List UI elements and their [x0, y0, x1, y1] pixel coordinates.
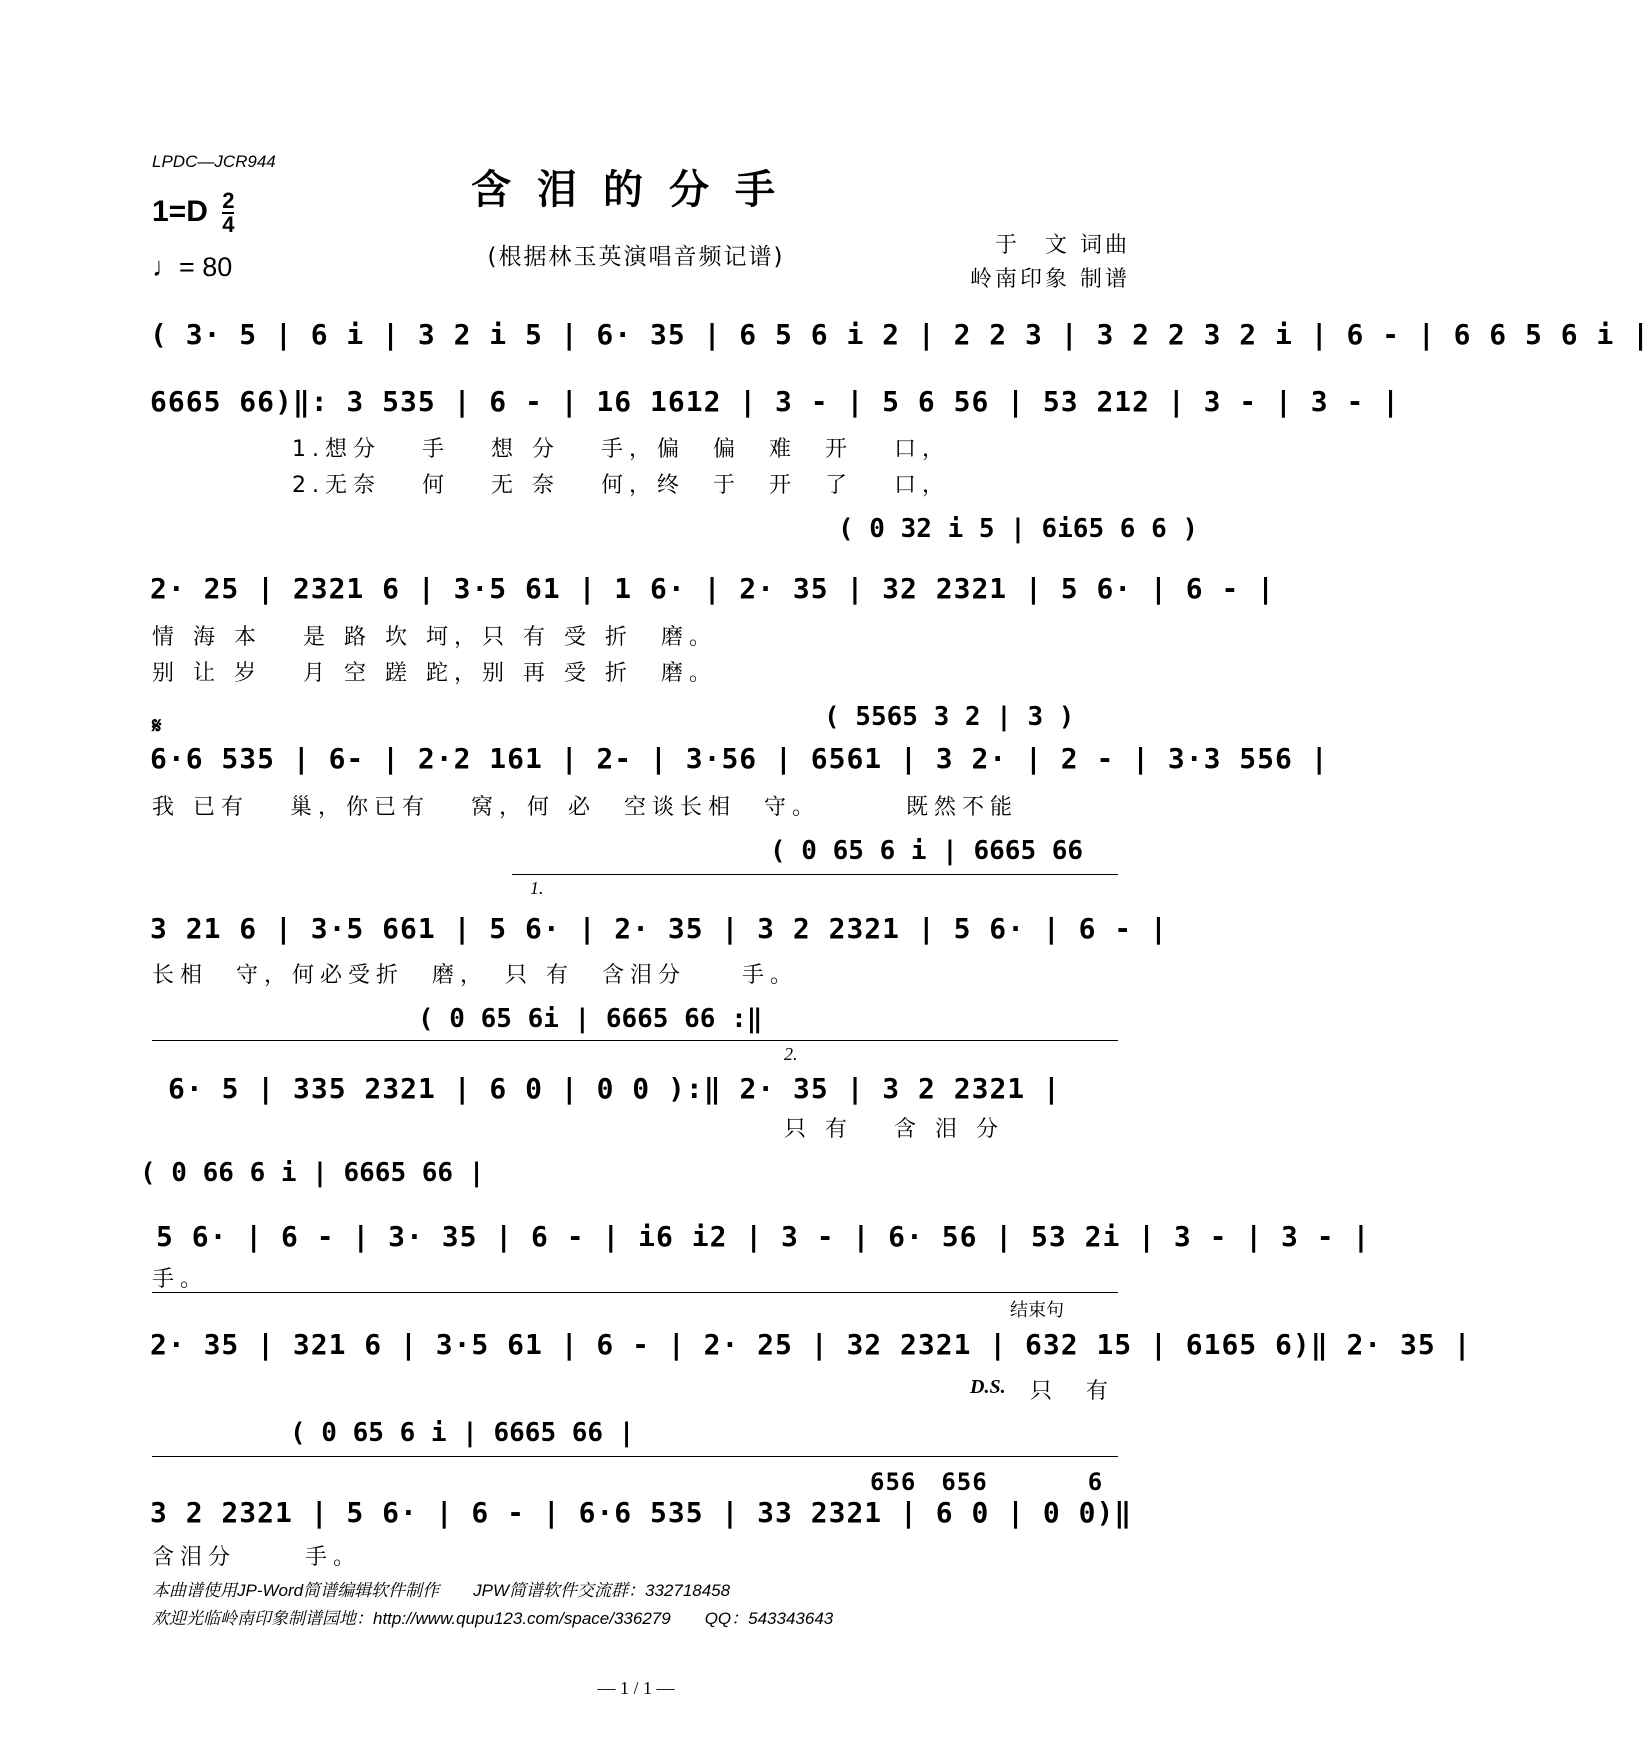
footer-software-note: 本曲谱使用JP-Word简谱编辑软件制作 JPW简谱软件交流群：332718458	[152, 1581, 731, 1600]
time-top: 2	[222, 188, 235, 213]
system-2-notes: 6665 66)‖: 3 535 | 6 - | 16 1612 | 3 - | 5 6 56 | 53 212 | 3 - | 3 - |	[150, 385, 1401, 418]
system-4-lyric: 我 已有 巢，你已有 窝，何 必 空谈长相 守。 既然不能	[152, 795, 1018, 820]
coda-label: 结束句	[1010, 1300, 1064, 1320]
system-2-lyric-verse-1: 1.想分 手 想 分 手，偏 偏 难 开 口，	[292, 437, 950, 462]
system-9-lyric: 含泪分 手。	[152, 1545, 361, 1570]
system-7-lyric: 手。	[152, 1267, 209, 1292]
system-3-lyric-verse-2: 别 让 岁 月 空 蹉 跎，别 再 受 折 磨。	[152, 661, 717, 686]
time-signature	[222, 190, 234, 236]
key-label: 1=D	[152, 194, 208, 228]
system-3-lyric-verse-1: 情 海 本 是 路 坎 坷，只 有 受 折 磨。	[152, 625, 717, 650]
segno-sign: 𝄋	[152, 714, 162, 739]
key-signature	[152, 190, 234, 236]
system-7-interlude: ( 0 66 6 i | 6665 66 |	[140, 1158, 485, 1188]
system-5-notes: 3 21 6 | 3·5 661 | 5 6· | 2· 35 | 3 2 2321 | 5 6· | 6 - |	[150, 912, 1168, 945]
score-code: LPDC—JCR944	[152, 152, 276, 171]
volta-1-bracket	[512, 874, 1118, 875]
credit-lyrics: 于 文 词曲	[995, 233, 1130, 258]
system-5-interlude: ( 0 65 6 i | 6665 66	[770, 836, 1084, 866]
time-bottom: 4	[222, 212, 235, 237]
system-9-upper-voice: 656 656 6	[870, 1468, 1104, 1496]
page-number: — 1 / 1 —	[597, 1678, 675, 1698]
system-6-lyric: 只 有 含 泪 分	[784, 1117, 1004, 1142]
system-8-rule	[152, 1292, 1118, 1293]
page-title: 含泪的分手	[471, 166, 801, 213]
volta-2-label: 2.	[784, 1044, 798, 1064]
system-1-notes: ( 3· 5 | 6 i | 3 2 i 5 | 6· 35 | 6 5 6 i 2 | 2 2 3 | 3 2 2 3 2 i | 6 - | 6 6 5 6 i |	[150, 318, 1650, 351]
subtitle: (根据林玉英演唱音频记谱)	[487, 244, 785, 270]
system-6-notes: 6· 5 | 335 2321 | 6 0 | 0 0 ):‖ 2· 35 | 3 2 2321 |	[168, 1072, 1061, 1105]
system-3-notes: 2· 25 | 2321 6 | 3·5 61 | 1 6· | 2· 35 | 32 2321 | 5 6· | 6 - |	[150, 572, 1276, 605]
system-9-interlude: ( 0 65 6 i | 6665 66 |	[290, 1418, 635, 1448]
footer-site-note: 欢迎光临岭南印象制谱园地：http://www.qupu123.com/space/336279 QQ：543343643	[152, 1609, 834, 1628]
tempo-marking: ♩= 80	[152, 252, 233, 282]
system-8-lyric: 只 有	[1030, 1379, 1115, 1404]
system-5-lyric: 长相 守，何必受折 磨， 只 有 含泪分 手。	[152, 963, 798, 988]
credit-score: 岭南印象 制谱	[970, 267, 1130, 292]
system-4-notes: 6·6 535 | 6- | 2·2 161 | 2- | 3·56 | 6561 | 3 2· | 2 - | 3·3 556 |	[150, 742, 1329, 775]
dal-segno-mark: D.S.	[970, 1376, 1006, 1398]
system-6-rule	[152, 1040, 1118, 1041]
system-9-rule	[152, 1456, 1118, 1457]
system-8-notes: 2· 35 | 321 6 | 3·5 61 | 6 - | 2· 25 | 32 2321 | 632 15 | 6165 6)‖ 2· 35 |	[150, 1328, 1472, 1361]
system-2-lyric-verse-2: 2.无奈 何 无 奈 何，终 于 开 了 口，	[292, 473, 950, 498]
system-9-notes: 3 2 2321 | 5 6· | 6 - | 6·6 535 | 33 2321 | 6 0 | 0 0)‖	[150, 1496, 1133, 1529]
system-6-interlude: ( 0 65 6i | 6665 66 :‖	[418, 1004, 763, 1034]
volta-1-label: 1.	[530, 878, 544, 898]
system-4-interlude: ( 5565 3 2 | 3 )	[824, 702, 1075, 732]
system-7-notes: 5 6· | 6 - | 3· 35 | 6 - | i6 i2 | 3 - | 6· 56 | 53 2i | 3 - | 3 - |	[156, 1220, 1371, 1253]
system-3-interlude: ( 0 32 i 5 | 6i65 6 6 )	[838, 514, 1199, 544]
